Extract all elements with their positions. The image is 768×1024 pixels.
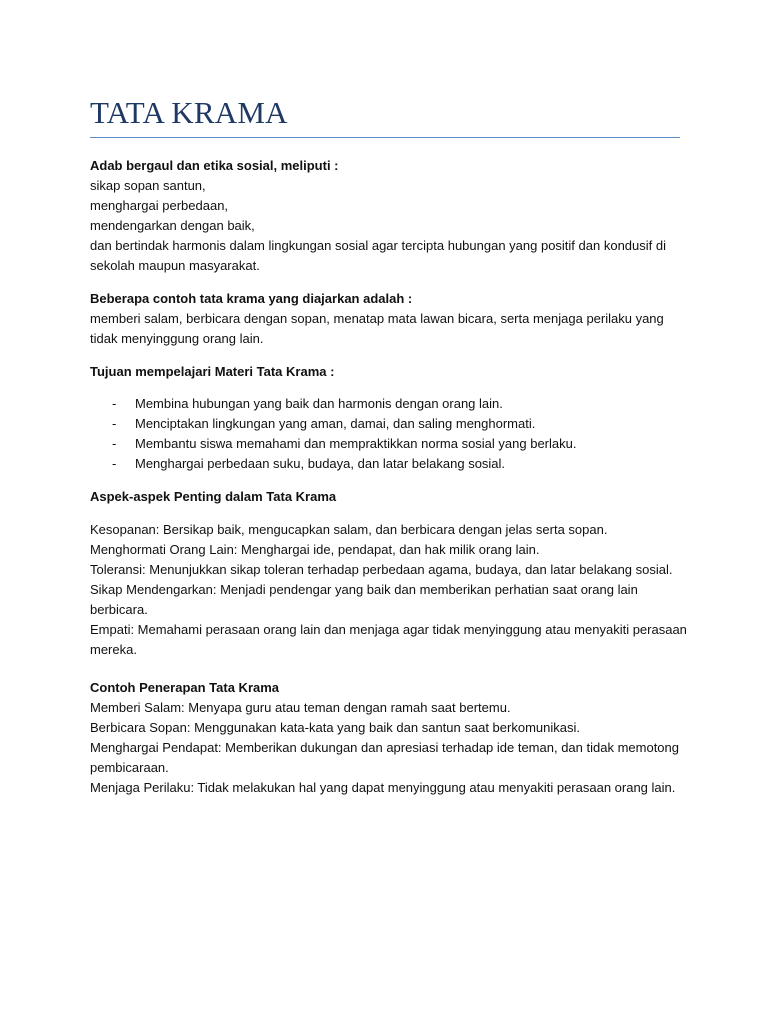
section-heading: Aspek-aspek Penting dalam Tata Krama [90,489,337,504]
dash-bullet-icon: - [112,416,117,431]
paragraph-line: Menjaga Perilaku: Tidak melakukan hal yang dapat menyinggung atau menyakiti perasaan orang lain. [90,780,676,795]
paragraph-line: sikap sopan santun, [90,178,206,193]
paragraph-line: Sikap Mendengarkan: Menjadi pendengar yang baik dan memberikan perhatian saat orang lain berbicara. [90,582,638,617]
section-tujuan [90,362,690,474]
paragraph-line: mendengarkan dengan baik, [90,218,255,233]
list-item-text: Membantu siswa memahami dan mempraktikkan norma sosial yang berlaku. [135,436,577,451]
paragraph-line: menghargai perbedaan, [90,198,229,213]
section-heading: Beberapa contoh tata krama yang diajarkan adalah : [90,291,413,306]
paragraph-line: Toleransi: Menunjukkan sikap toleran terhadap perbedaan agama, budaya, dan latar belakang sosial. [90,562,673,577]
section-aspek-penting [90,487,690,660]
paragraph-line: Memberi Salam: Menyapa guru atau teman dengan ramah saat bertemu. [90,700,511,715]
title-underline [90,137,680,138]
dash-bullet-icon: - [112,396,117,411]
paragraph-line: Menghormati Orang Lain: Menghargai ide, pendapat, dan hak milik orang lain. [90,542,540,557]
document-body [90,156,690,798]
section-heading: Adab bergaul dan etika sosial, meliputi : [90,158,339,173]
paragraph-line: dan bertindak harmonis dalam lingkungan sosial agar tercipta hubungan yang positif dan kondusif di sekolah maupun masyarakat. [90,238,666,273]
list-item [90,414,690,434]
paragraph-text: memberi salam, berbicara dengan sopan, menatap mata lawan bicara, serta menjaga perilaku yang tidak menyinggung orang lain. [90,311,664,346]
list-item [90,394,690,414]
list-item-text: Menciptakan lingkungan yang aman, damai, dan saling menghormati. [135,416,536,431]
paragraph-line: Berbicara Sopan: Menggunakan kata-kata yang baik dan santun saat berkomunikasi. [90,720,580,735]
section-heading: Tujuan mempelajari Materi Tata Krama : [90,364,335,379]
paragraph-line: Empati: Memahami perasaan orang lain dan menjaga agar tidak menyinggung atau menyakiti perasaan mereka. [90,622,687,657]
section-contoh-penerapan [90,678,690,798]
paragraph-line: Kesopanan: Bersikap baik, mengucapkan salam, dan berbicara dengan jelas serta sopan. [90,522,608,537]
section-adab-bergaul [90,156,690,276]
list-item-text: Menghargai perbedaan suku, budaya, dan latar belakang sosial. [135,456,506,471]
section-heading: Contoh Penerapan Tata Krama [90,680,280,695]
list-item [90,454,690,474]
dash-bullet-icon: - [112,436,117,451]
list-item [90,434,690,454]
dash-bullet-icon: - [112,456,117,471]
page-title: TATA KRAMA [90,95,288,130]
list-item-text: Membina hubungan yang baik dan harmonis dengan orang lain. [135,396,503,411]
goals-list [90,394,690,474]
paragraph-line: Menghargai Pendapat: Memberikan dukungan dan apresiasi terhadap ide teman, dan tidak memotong pembicaraan. [90,740,679,775]
section-contoh-tata-krama [90,289,690,349]
